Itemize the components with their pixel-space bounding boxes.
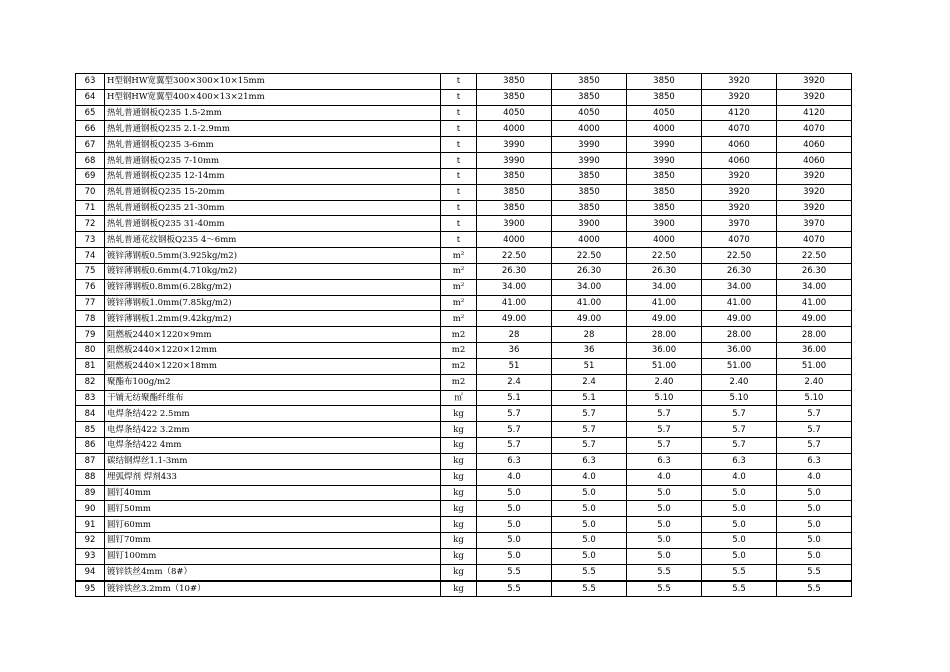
price-cell[interactable]: 3920 — [702, 74, 777, 90]
price-cell[interactable]: 5.7 — [477, 438, 552, 454]
unit-cell[interactable]: m2 — [441, 374, 477, 390]
price-cell[interactable]: 4.0 — [627, 469, 702, 485]
price-cell[interactable]: 41.00 — [552, 295, 627, 311]
unit-cell[interactable]: m2 — [441, 327, 477, 343]
price-cell[interactable]: 41.00 — [702, 295, 777, 311]
unit-cell[interactable]: m² — [441, 295, 477, 311]
price-cell[interactable]: 6.3 — [477, 453, 552, 469]
unit-cell[interactable]: t — [441, 121, 477, 137]
price-cell[interactable]: 3990 — [552, 153, 627, 169]
price-cell[interactable]: 34.00 — [552, 279, 627, 295]
price-cell[interactable]: 3920 — [777, 184, 852, 200]
price-cell[interactable]: 3990 — [477, 137, 552, 153]
price-cell[interactable]: 5.0 — [777, 548, 852, 564]
unit-cell[interactable]: t — [441, 89, 477, 105]
price-cell[interactable]: 26.30 — [702, 263, 777, 279]
row-number-cell[interactable]: 75 — [76, 263, 105, 279]
material-name-cell[interactable]: 阻燃板2440×1220×18mm — [105, 358, 441, 374]
price-cell[interactable]: 3850 — [552, 74, 627, 90]
price-cell[interactable]: 26.30 — [627, 263, 702, 279]
row-number-cell[interactable]: 84 — [76, 406, 105, 422]
price-cell[interactable]: 41.00 — [477, 295, 552, 311]
price-cell[interactable]: 5.7 — [627, 406, 702, 422]
price-cell[interactable]: 5.7 — [627, 438, 702, 454]
price-cell[interactable]: 3920 — [702, 168, 777, 184]
price-cell[interactable]: 3970 — [702, 216, 777, 232]
unit-cell[interactable]: kg — [441, 406, 477, 422]
price-cell[interactable]: 2.40 — [777, 374, 852, 390]
price-cell[interactable]: 5.0 — [477, 517, 552, 533]
row-number-cell[interactable]: 72 — [76, 216, 105, 232]
price-cell[interactable]: 5.5 — [477, 581, 552, 597]
price-cell[interactable]: 4070 — [702, 121, 777, 137]
price-cell[interactable]: 3850 — [477, 200, 552, 216]
table-row[interactable] — [76, 517, 852, 533]
price-cell[interactable]: 3920 — [777, 89, 852, 105]
row-number-cell[interactable]: 71 — [76, 200, 105, 216]
price-cell[interactable]: 5.5 — [777, 581, 852, 597]
price-cell[interactable]: 41.00 — [627, 295, 702, 311]
unit-cell[interactable]: m2 — [441, 358, 477, 374]
price-cell[interactable]: 49.00 — [477, 311, 552, 327]
price-cell[interactable]: 4120 — [777, 105, 852, 121]
price-cell[interactable]: 4050 — [627, 105, 702, 121]
unit-cell[interactable]: m² — [441, 263, 477, 279]
unit-cell[interactable]: kg — [441, 501, 477, 517]
table-row[interactable] — [76, 279, 852, 295]
price-cell[interactable]: 5.7 — [777, 438, 852, 454]
price-cell[interactable]: 5.0 — [552, 485, 627, 501]
price-cell[interactable]: 36 — [477, 343, 552, 359]
price-cell[interactable]: 26.30 — [552, 263, 627, 279]
price-cell[interactable]: 51.00 — [627, 358, 702, 374]
material-name-cell[interactable]: H型钢HW宽翼型400×400×13×21mm — [105, 89, 441, 105]
price-cell[interactable]: 5.7 — [477, 406, 552, 422]
table-row[interactable] — [76, 453, 852, 469]
price-cell[interactable]: 5.0 — [552, 517, 627, 533]
table-row[interactable] — [76, 74, 852, 90]
table-row[interactable] — [76, 232, 852, 248]
price-cell[interactable]: 2.4 — [552, 374, 627, 390]
price-cell[interactable]: 5.7 — [552, 438, 627, 454]
row-number-cell[interactable]: 69 — [76, 168, 105, 184]
price-cell[interactable]: 5.0 — [627, 517, 702, 533]
price-cell[interactable]: 41.00 — [777, 295, 852, 311]
table-row[interactable] — [76, 358, 852, 374]
price-cell[interactable]: 5.0 — [477, 485, 552, 501]
price-cell[interactable]: 4.0 — [777, 469, 852, 485]
material-name-cell[interactable]: 阻燃板2440×1220×12mm — [105, 343, 441, 359]
unit-cell[interactable]: kg — [441, 485, 477, 501]
price-cell[interactable]: 4000 — [552, 121, 627, 137]
price-cell[interactable]: 4.0 — [702, 469, 777, 485]
price-cell[interactable]: 36.00 — [627, 343, 702, 359]
price-cell[interactable]: 5.0 — [627, 533, 702, 549]
price-cell[interactable]: 3990 — [627, 153, 702, 169]
price-cell[interactable]: 3850 — [627, 168, 702, 184]
row-number-cell[interactable]: 76 — [76, 279, 105, 295]
price-cell[interactable]: 22.50 — [627, 248, 702, 264]
table-row[interactable] — [76, 105, 852, 121]
price-cell[interactable]: 5.0 — [552, 501, 627, 517]
table-row[interactable] — [76, 327, 852, 343]
material-name-cell[interactable]: 镀锌铁丝4mm（8#） — [105, 564, 441, 580]
row-number-cell[interactable]: 65 — [76, 105, 105, 121]
material-name-cell[interactable]: 阻燃板2440×1220×9mm — [105, 327, 441, 343]
price-cell[interactable]: 49.00 — [777, 311, 852, 327]
unit-cell[interactable]: t — [441, 137, 477, 153]
table-row[interactable] — [76, 501, 852, 517]
price-cell[interactable]: 5.7 — [702, 422, 777, 438]
price-cell[interactable]: 49.00 — [552, 311, 627, 327]
price-cell[interactable]: 3850 — [552, 89, 627, 105]
unit-cell[interactable]: t — [441, 184, 477, 200]
price-cell[interactable]: 51.00 — [702, 358, 777, 374]
material-name-cell[interactable]: 镀锌薄钢板0.8mm(6.28kg/m2) — [105, 279, 441, 295]
row-number-cell[interactable]: 79 — [76, 327, 105, 343]
price-cell[interactable]: 4000 — [477, 121, 552, 137]
unit-cell[interactable]: kg — [441, 581, 477, 597]
price-cell[interactable]: 5.5 — [627, 564, 702, 580]
unit-cell[interactable]: kg — [441, 453, 477, 469]
price-cell[interactable]: 5.0 — [552, 533, 627, 549]
price-cell[interactable]: 5.5 — [777, 564, 852, 580]
price-cell[interactable]: 5.7 — [552, 422, 627, 438]
price-cell[interactable]: 4000 — [627, 232, 702, 248]
price-cell[interactable]: 36 — [552, 343, 627, 359]
price-cell[interactable]: 28.00 — [627, 327, 702, 343]
table-row[interactable] — [76, 89, 852, 105]
price-cell[interactable]: 3920 — [777, 200, 852, 216]
row-number-cell[interactable]: 83 — [76, 390, 105, 406]
price-cell[interactable]: 3850 — [552, 168, 627, 184]
price-cell[interactable]: 51 — [552, 358, 627, 374]
row-number-cell[interactable]: 87 — [76, 453, 105, 469]
price-cell[interactable]: 4060 — [702, 137, 777, 153]
material-name-cell[interactable]: 热轧普通钢板Q235 7-10mm — [105, 153, 441, 169]
material-name-cell[interactable]: 圆钉70mm — [105, 533, 441, 549]
material-name-cell[interactable]: 热轧普通钢板Q235 2.1-2.9mm — [105, 121, 441, 137]
row-number-cell[interactable]: 92 — [76, 533, 105, 549]
material-name-cell[interactable]: 聚酯布100g/m2 — [105, 374, 441, 390]
price-cell[interactable]: 6.3 — [777, 453, 852, 469]
material-name-cell[interactable]: 镀锌薄钢板1.2mm(9.42kg/m2) — [105, 311, 441, 327]
price-cell[interactable]: 6.3 — [627, 453, 702, 469]
price-cell[interactable]: 3850 — [477, 74, 552, 90]
row-number-cell[interactable]: 67 — [76, 137, 105, 153]
table-row[interactable] — [76, 564, 852, 580]
price-cell[interactable]: 5.10 — [627, 390, 702, 406]
price-cell[interactable]: 5.7 — [702, 406, 777, 422]
price-cell[interactable]: 2.4 — [477, 374, 552, 390]
row-number-cell[interactable]: 82 — [76, 374, 105, 390]
price-cell[interactable]: 36.00 — [702, 343, 777, 359]
material-name-cell[interactable]: 电焊条结422 2.5mm — [105, 406, 441, 422]
price-cell[interactable]: 4070 — [777, 121, 852, 137]
price-cell[interactable]: 3850 — [627, 74, 702, 90]
unit-cell[interactable]: kg — [441, 438, 477, 454]
price-cell[interactable]: 4000 — [477, 232, 552, 248]
price-cell[interactable]: 4070 — [777, 232, 852, 248]
price-cell[interactable]: 3900 — [552, 216, 627, 232]
price-cell[interactable]: 51 — [477, 358, 552, 374]
material-name-cell[interactable]: 埋弧焊剂 焊剂433 — [105, 469, 441, 485]
material-name-cell[interactable]: 热轧普通钢板Q235 15-20mm — [105, 184, 441, 200]
table-row[interactable] — [76, 548, 852, 564]
row-number-cell[interactable]: 81 — [76, 358, 105, 374]
price-cell[interactable]: 5.5 — [552, 581, 627, 597]
table-row[interactable] — [76, 406, 852, 422]
price-cell[interactable]: 5.0 — [627, 548, 702, 564]
material-name-cell[interactable]: 电焊条结422 4mm — [105, 438, 441, 454]
row-number-cell[interactable]: 86 — [76, 438, 105, 454]
row-number-cell[interactable]: 74 — [76, 248, 105, 264]
unit-cell[interactable]: m² — [441, 311, 477, 327]
price-cell[interactable]: 4.0 — [552, 469, 627, 485]
price-cell[interactable]: 3920 — [702, 89, 777, 105]
unit-cell[interactable]: t — [441, 153, 477, 169]
material-name-cell[interactable]: 镀锌薄钢板0.5mm(3.925kg/m2) — [105, 248, 441, 264]
material-name-cell[interactable]: 热轧普通花纹钢板Q235 4～6mm — [105, 232, 441, 248]
row-number-cell[interactable]: 95 — [76, 581, 105, 597]
price-table — [75, 73, 852, 597]
row-number-cell[interactable]: 88 — [76, 469, 105, 485]
unit-cell[interactable]: kg — [441, 422, 477, 438]
material-name-cell[interactable]: 圆钉100mm — [105, 548, 441, 564]
price-cell[interactable]: 22.50 — [702, 248, 777, 264]
table-row[interactable] — [76, 469, 852, 485]
table-row[interactable] — [76, 343, 852, 359]
row-number-cell[interactable]: 89 — [76, 485, 105, 501]
price-cell[interactable]: 4000 — [552, 232, 627, 248]
price-cell[interactable]: 5.0 — [777, 533, 852, 549]
row-number-cell[interactable]: 85 — [76, 422, 105, 438]
price-cell[interactable]: 5.0 — [552, 548, 627, 564]
unit-cell[interactable]: kg — [441, 548, 477, 564]
price-cell[interactable]: 5.5 — [702, 581, 777, 597]
unit-cell[interactable]: kg — [441, 469, 477, 485]
row-number-cell[interactable]: 91 — [76, 517, 105, 533]
row-number-cell[interactable]: 63 — [76, 74, 105, 90]
row-number-cell[interactable]: 66 — [76, 121, 105, 137]
table-row[interactable] — [76, 533, 852, 549]
table-row[interactable] — [76, 168, 852, 184]
table-row[interactable] — [76, 263, 852, 279]
price-cell[interactable]: 3850 — [627, 184, 702, 200]
row-number-cell[interactable]: 64 — [76, 89, 105, 105]
price-cell[interactable]: 5.0 — [477, 501, 552, 517]
price-cell[interactable]: 34.00 — [477, 279, 552, 295]
price-cell[interactable]: 5.7 — [777, 422, 852, 438]
price-cell[interactable]: 5.7 — [777, 406, 852, 422]
price-cell[interactable]: 2.40 — [702, 374, 777, 390]
price-cell[interactable]: 3850 — [627, 200, 702, 216]
price-cell[interactable]: 22.50 — [777, 248, 852, 264]
price-cell[interactable]: 4060 — [777, 153, 852, 169]
unit-cell[interactable]: m² — [441, 248, 477, 264]
price-cell[interactable]: 5.0 — [477, 533, 552, 549]
unit-cell[interactable]: t — [441, 232, 477, 248]
price-cell[interactable]: 6.3 — [702, 453, 777, 469]
unit-cell[interactable]: t — [441, 200, 477, 216]
price-cell[interactable]: 4.0 — [477, 469, 552, 485]
table-row[interactable] — [76, 581, 852, 597]
price-cell[interactable]: 5.10 — [777, 390, 852, 406]
material-name-cell[interactable]: 镀锌薄钢板0.6mm(4.710kg/m2) — [105, 263, 441, 279]
row-number-cell[interactable]: 78 — [76, 311, 105, 327]
unit-cell[interactable]: m² — [441, 279, 477, 295]
price-cell[interactable]: 3900 — [477, 216, 552, 232]
price-cell[interactable]: 34.00 — [627, 279, 702, 295]
table-row[interactable] — [76, 200, 852, 216]
price-cell[interactable]: 34.00 — [702, 279, 777, 295]
table-row[interactable] — [76, 374, 852, 390]
price-cell[interactable]: 49.00 — [627, 311, 702, 327]
price-cell[interactable]: 3900 — [627, 216, 702, 232]
table-row[interactable] — [76, 438, 852, 454]
material-name-cell[interactable]: 碳结钢焊丝1.1-3mm — [105, 453, 441, 469]
unit-cell[interactable]: t — [441, 168, 477, 184]
price-cell[interactable]: 3920 — [777, 74, 852, 90]
price-cell[interactable]: 3920 — [777, 168, 852, 184]
table-row[interactable] — [76, 216, 852, 232]
price-cell[interactable]: 4120 — [702, 105, 777, 121]
price-cell[interactable]: 3990 — [477, 153, 552, 169]
material-name-cell[interactable]: 热轧普通钢板Q235 12-14mm — [105, 168, 441, 184]
material-name-cell[interactable]: 干铺无纺聚酯纤维布 — [105, 390, 441, 406]
unit-cell[interactable]: t — [441, 216, 477, 232]
price-cell[interactable]: 5.5 — [477, 564, 552, 580]
price-cell[interactable]: 5.7 — [477, 422, 552, 438]
price-cell[interactable]: 5.0 — [702, 548, 777, 564]
price-cell[interactable]: 5.5 — [552, 564, 627, 580]
price-cell[interactable]: 5.0 — [627, 485, 702, 501]
price-cell[interactable]: 5.0 — [477, 548, 552, 564]
row-number-cell[interactable]: 73 — [76, 232, 105, 248]
price-cell[interactable]: 5.1 — [477, 390, 552, 406]
price-cell[interactable]: 5.10 — [702, 390, 777, 406]
table-row[interactable] — [76, 248, 852, 264]
price-cell[interactable]: 3850 — [477, 89, 552, 105]
price-cell[interactable]: 26.30 — [777, 263, 852, 279]
row-number-cell[interactable]: 77 — [76, 295, 105, 311]
price-cell[interactable]: 3850 — [477, 184, 552, 200]
price-cell[interactable]: 3990 — [627, 137, 702, 153]
price-cell[interactable]: 22.50 — [552, 248, 627, 264]
price-cell[interactable]: 28 — [477, 327, 552, 343]
row-number-cell[interactable]: 70 — [76, 184, 105, 200]
unit-cell[interactable]: kg — [441, 517, 477, 533]
unit-cell[interactable]: t — [441, 74, 477, 90]
table-row[interactable] — [76, 121, 852, 137]
table-row[interactable] — [76, 137, 852, 153]
row-number-cell[interactable]: 90 — [76, 501, 105, 517]
price-cell[interactable]: 5.7 — [702, 438, 777, 454]
price-cell[interactable]: 5.0 — [777, 485, 852, 501]
table-row[interactable] — [76, 153, 852, 169]
price-cell[interactable]: 5.0 — [777, 501, 852, 517]
price-cell[interactable]: 3920 — [702, 184, 777, 200]
price-cell[interactable]: 3850 — [627, 89, 702, 105]
price-cell[interactable]: 28.00 — [777, 327, 852, 343]
material-name-cell[interactable]: 电焊条结422 3.2mm — [105, 422, 441, 438]
material-name-cell[interactable]: 镀锌薄钢板1.0mm(7.85kg/m2) — [105, 295, 441, 311]
price-cell[interactable]: 4070 — [702, 232, 777, 248]
unit-cell[interactable]: kg — [441, 564, 477, 580]
price-cell[interactable]: 5.5 — [627, 581, 702, 597]
table-row[interactable] — [76, 422, 852, 438]
price-cell[interactable]: 4050 — [477, 105, 552, 121]
row-number-cell[interactable]: 94 — [76, 564, 105, 580]
price-cell[interactable]: 2.40 — [627, 374, 702, 390]
price-cell[interactable]: 4060 — [702, 153, 777, 169]
price-cell[interactable]: 5.0 — [702, 517, 777, 533]
price-cell[interactable]: 5.7 — [627, 422, 702, 438]
price-cell[interactable]: 5.7 — [552, 406, 627, 422]
price-cell[interactable]: 3920 — [702, 200, 777, 216]
price-cell[interactable]: 26.30 — [477, 263, 552, 279]
price-cell[interactable]: 4050 — [552, 105, 627, 121]
table-row[interactable] — [76, 485, 852, 501]
price-cell[interactable]: 3850 — [552, 184, 627, 200]
material-name-cell[interactable]: 热轧普通钢板Q235 21-30mm — [105, 200, 441, 216]
price-cell[interactable]: 5.0 — [777, 517, 852, 533]
price-cell[interactable]: 5.5 — [702, 564, 777, 580]
price-cell[interactable]: 4060 — [777, 137, 852, 153]
price-cell[interactable]: 34.00 — [777, 279, 852, 295]
price-cell[interactable]: 4000 — [627, 121, 702, 137]
material-name-cell[interactable]: 圆钉60mm — [105, 517, 441, 533]
table-row[interactable] — [76, 311, 852, 327]
price-cell[interactable]: 5.0 — [702, 485, 777, 501]
row-number-cell[interactable]: 80 — [76, 343, 105, 359]
price-cell[interactable]: 51.00 — [777, 358, 852, 374]
unit-cell[interactable]: t — [441, 105, 477, 121]
table-row[interactable] — [76, 184, 852, 200]
price-cell[interactable]: 3850 — [477, 168, 552, 184]
material-name-cell[interactable]: 镀锌铁丝3.2mm（10#） — [105, 581, 441, 597]
row-number-cell[interactable]: 68 — [76, 153, 105, 169]
price-cell[interactable]: 5.0 — [702, 501, 777, 517]
material-name-cell[interactable]: 圆钉40mm — [105, 485, 441, 501]
price-cell[interactable]: 3990 — [552, 137, 627, 153]
material-name-cell[interactable]: 热轧普通钢板Q235 3-6mm — [105, 137, 441, 153]
price-cell[interactable]: 22.50 — [477, 248, 552, 264]
price-cell[interactable]: 5.0 — [702, 533, 777, 549]
unit-cell[interactable]: kg — [441, 533, 477, 549]
price-cell[interactable]: 6.3 — [552, 453, 627, 469]
table-row[interactable] — [76, 390, 852, 406]
unit-cell[interactable]: ㎡ — [441, 390, 477, 406]
unit-cell[interactable]: m2 — [441, 343, 477, 359]
material-name-cell[interactable]: H型钢HW宽翼型300×300×10×15mm — [105, 74, 441, 90]
price-cell[interactable]: 5.1 — [552, 390, 627, 406]
price-cell[interactable]: 5.0 — [627, 501, 702, 517]
price-cell[interactable]: 28.00 — [702, 327, 777, 343]
table-row[interactable] — [76, 295, 852, 311]
price-cell[interactable]: 36.00 — [777, 343, 852, 359]
row-number-cell[interactable]: 93 — [76, 548, 105, 564]
material-name-cell[interactable]: 圆钉50mm — [105, 501, 441, 517]
material-name-cell[interactable]: 热轧普通钢板Q235 1.5-2mm — [105, 105, 441, 121]
price-cell[interactable]: 3850 — [552, 200, 627, 216]
material-name-cell[interactable]: 热轧普通钢板Q235 31-40mm — [105, 216, 441, 232]
price-cell[interactable]: 3970 — [777, 216, 852, 232]
price-cell[interactable]: 28 — [552, 327, 627, 343]
price-cell[interactable]: 49.00 — [702, 311, 777, 327]
